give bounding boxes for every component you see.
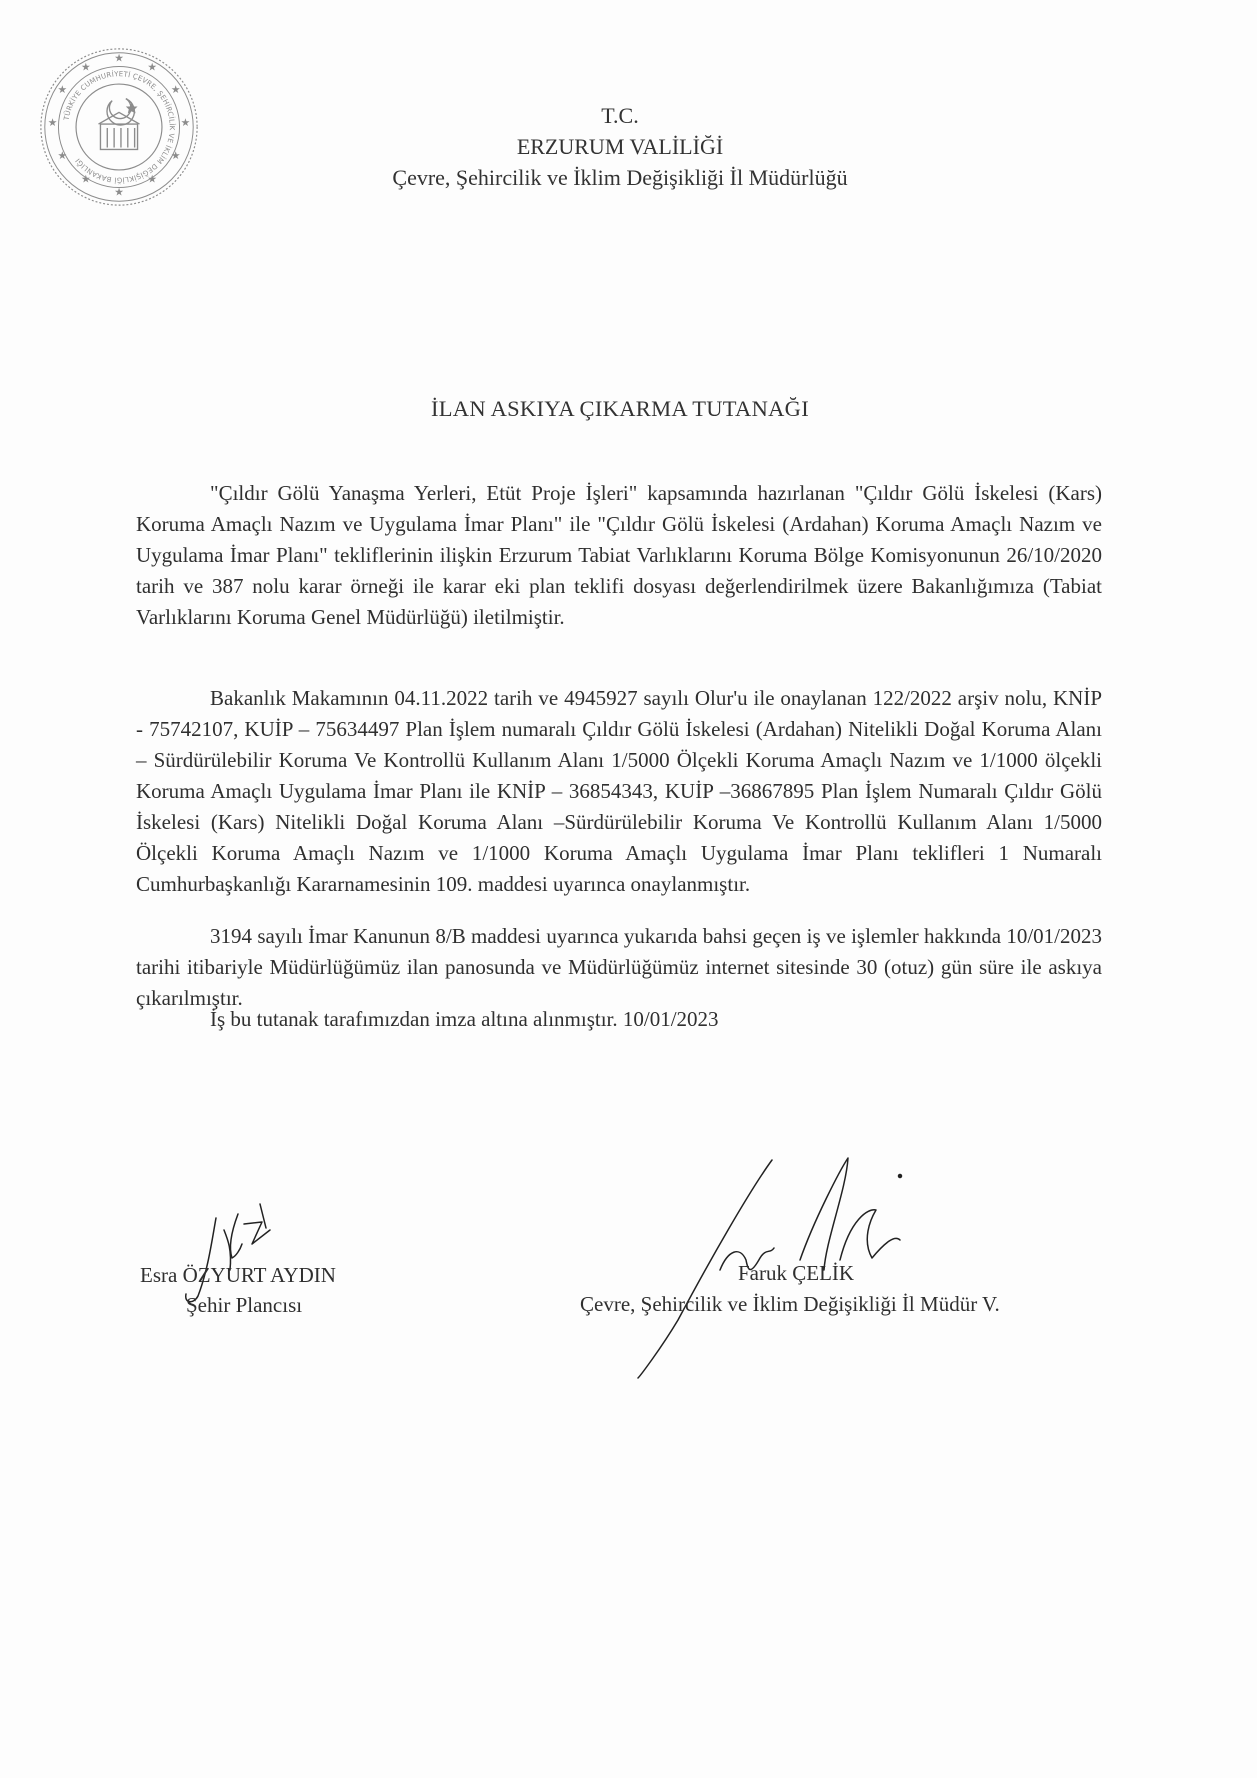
signatory-right-name: Faruk ÇELİK — [738, 1261, 855, 1285]
document-title: İLAN ASKIYA ÇIKARMA TUTANAĞI — [430, 396, 810, 421]
signatory-left-role: Şehir Plancısı — [186, 1293, 303, 1317]
svg-text:★: ★ — [80, 60, 91, 74]
paragraph-4-text: İş bu tutanak tarafımızdan imza altına alınmıştır. 10/01/2023 — [210, 1007, 719, 1031]
svg-text:★: ★ — [114, 51, 124, 65]
paragraph-1-text: "Çıldır Gölü Yanaşma Yerleri, Etüt Proje İşleri" kapsamında hazırlanan "Çıldır Gölü İskelesi (Kars) Koruma Amaçlı Nazım ve Uygulama İmar Planı" ile "Çıldır Gölü İskelesi (Ardahan) Koruma Amaçlı Nazım ve Uygulama İmar Planı" tekliflerinin ilişkin Erzurum Tabiat Varlıklarını Koruma Bölge Komisyonunun 26/10/2020 tarih ve 387 nolu karar örneği ile karar eki plan teklifi dosyası değerlendirilmek üzere Bakanlığımıza (Tabiat Varlıklarını Koruma Genel Müdürlüğü) iletilmiştir. — [136, 481, 1102, 629]
svg-text:★: ★ — [180, 116, 191, 130]
header-tc: T.C. — [601, 103, 639, 128]
header-directorate: Çevre, Şehircilik ve İklim Değişikliği İl Müdürlüğü — [392, 165, 848, 190]
signature-block-right — [560, 1150, 1100, 1380]
svg-text:★: ★ — [170, 149, 181, 163]
svg-text:★: ★ — [114, 185, 124, 199]
signatory-left-name: Esra ÖZYURT AYDIN — [140, 1263, 336, 1287]
paragraph-2 — [136, 683, 1102, 900]
svg-text:★: ★ — [57, 149, 68, 163]
paragraph-1 — [136, 478, 1102, 633]
letterhead — [300, 100, 940, 193]
svg-text:★: ★ — [147, 172, 158, 186]
svg-text:★: ★ — [170, 82, 181, 96]
svg-text:★: ★ — [47, 116, 58, 130]
paragraph-3-text: 3194 sayılı İmar Kanunun 8/B maddesi uyarınca yukarıda bahsi geçen iş ve işlemler hakkında 10/01/2023 tarihi itibariyle Müdürlüğümüz ilan panosunda ve Müdürlüğümüz internet sitesinde 30 (otuz) gün süre ile askıya çıkarılmıştır. — [136, 924, 1102, 1010]
paragraph-2-text: Bakanlık Makamının 04.11.2022 tarih ve 4945927 sayılı Olur'u ile onaylanan 122/2022 arşiv nolu, KNİP - 75742107, KUİP – 75634497 Plan İşlem numaralı Çıldır Gölü İskelesi (Ardahan) Nitelikli Doğal Koruma Alanı – Sürdürülebilir Koruma Ve Kontrollü Kullanım Alanı 1/5000 Ölçekli Koruma Amaçlı Nazım ve 1/1000 ölçekli Koruma Amaçlı Uygulama İmar Planı ile KNİP – 36854343, KUİP –36867895 Plan İşlem Numaralı Çıldır Gölü İskelesi (Kars) Nitelikli Doğal Koruma Alanı –Sürdürülebilir Koruma Ve Kontrollü Kullanım Alanı 1/5000 Ölçekli Koruma Amaçlı Nazım ve 1/1000 Koruma Amaçlı Uygulama İmar Planı teklifleri 1 Numaralı Cumhurbaşkanlığı Kararnamesinin 109. maddesi uyarınca onaylanmıştır. — [136, 686, 1102, 896]
paragraph-3 — [136, 921, 1102, 1014]
ministry-seal-icon — [36, 44, 202, 210]
svg-text:★: ★ — [80, 172, 91, 186]
seal-text: TÜRKİYE CUMHURİYETİ ÇEVRE, ŞEHİRCİLİK VE İKLİM DEĞİŞİKLİĞİ BAKANLIĞI — [61, 69, 177, 185]
paragraph-4 — [136, 1004, 1102, 1035]
header-governorship: ERZURUM VALİLİĞİ — [516, 134, 724, 159]
signatory-right-role: Çevre, Şehircilik ve İklim Değişikliği İl Müdür V. — [580, 1292, 1000, 1316]
svg-text:★: ★ — [147, 60, 158, 74]
svg-text:★: ★ — [57, 82, 68, 96]
